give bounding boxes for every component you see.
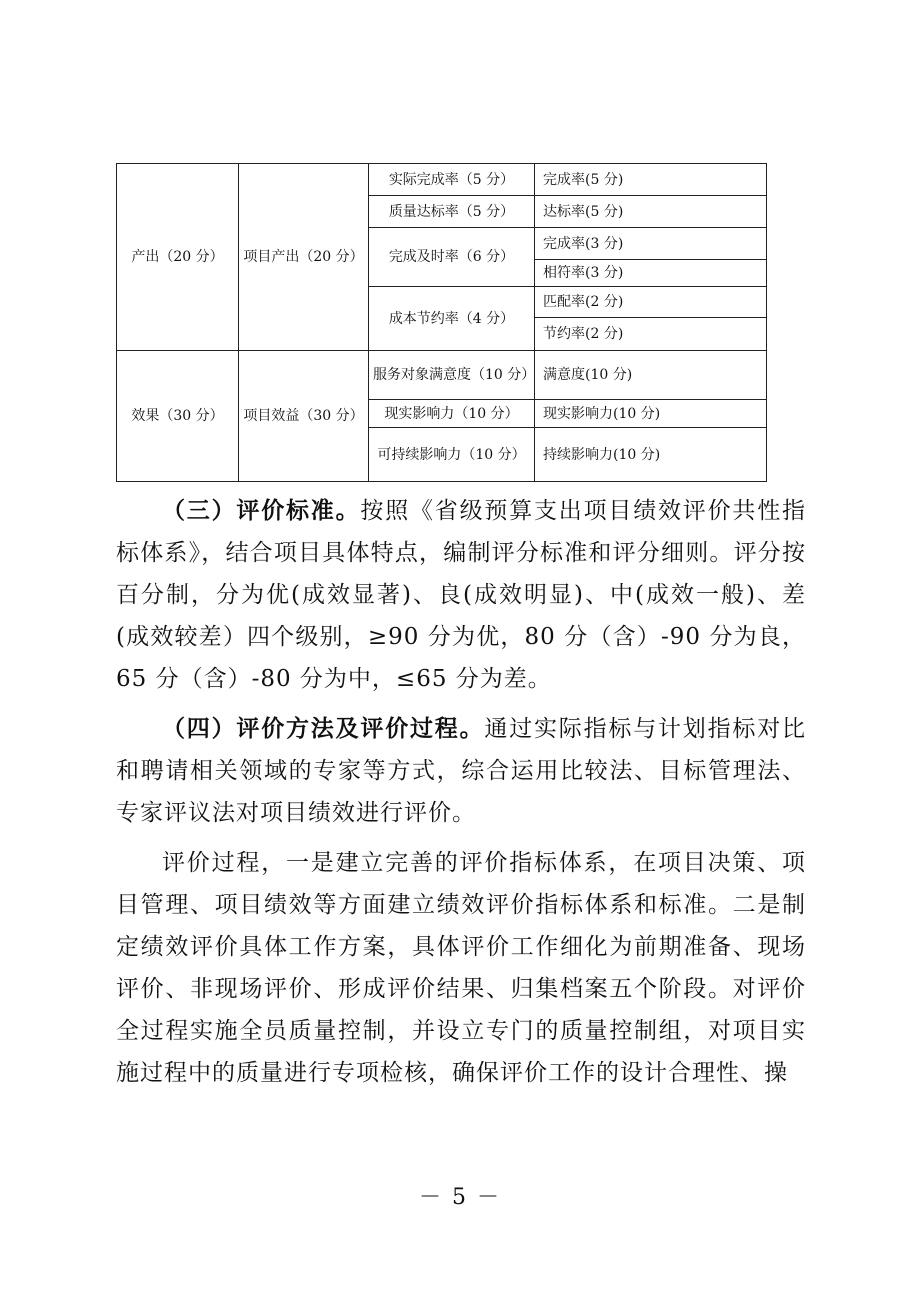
level4-cell: 达标率(5 分) <box>535 196 767 228</box>
level4-cell: 匹配率(2 分) <box>535 287 767 318</box>
level3-cell: 服务对象满意度（10 分） <box>369 351 535 400</box>
level4-cell: 完成率(3 分) <box>535 228 767 260</box>
table-row <box>117 351 767 400</box>
page-number: － 5 － <box>419 1185 501 1210</box>
level3-cell: 现实影响力（10 分） <box>369 400 535 428</box>
level4-cell: 节约率(2 分) <box>535 318 767 351</box>
level3-cell: 质量达标率（5 分） <box>369 196 535 228</box>
level4-cell: 满意度(10 分) <box>535 351 767 400</box>
level2-output-cell: 项目产出（20 分） <box>239 164 369 351</box>
level4-cell: 相符率(3 分) <box>535 260 767 287</box>
paragraph-heading: （三）评价标准。 <box>162 497 361 524</box>
paragraph-evaluation-standard <box>116 490 806 700</box>
paragraph-evaluation-method <box>116 708 806 834</box>
level3-cell: 完成及时率（6 分） <box>369 228 535 287</box>
paragraph-heading: （四）评价方法及评价过程。 <box>162 715 485 742</box>
level4-cell: 持续影响力(10 分) <box>535 428 767 482</box>
document-body <box>116 490 806 1102</box>
paragraph-text: 通过实际指标与计划指标对比和聘请相关领域的专家等方式，综合运用比较法、目标管理法、专家评议法对项目绩效进行评价。 <box>116 716 807 826</box>
level1-output-cell: 产出（20 分） <box>117 164 239 351</box>
level1-effect-cell: 效果（30 分） <box>117 351 239 482</box>
level3-cell: 可持续影响力（10 分） <box>369 428 535 482</box>
paragraph-text: 评价过程，一是建立完善的评价指标体系，在项目决策、项目管理、项目绩效等方面建立绩效评价指标体系和标准。二是制定绩效评价具体工作方案，具体评价工作细化为前期准备、现场评价、非现场评价、形成评价结果、归集档案五个阶段。对评价全过程实施全员质量控制，并设立专门的质量控制组，对项目实施过程中的质量进行专项检核，确保评价工作的设计合理性、操 <box>116 850 806 1086</box>
indicator-table <box>116 163 767 482</box>
level3-cell: 实际完成率（5 分） <box>369 164 535 196</box>
level3-cell: 成本节约率（4 分） <box>369 287 535 351</box>
paragraph-evaluation-process <box>116 842 806 1094</box>
paragraph-text: 按照《省级预算支出项目绩效评价共性指标体系》，结合项目具体特点，编制评分标准和评分细则。评分按百分制，分为优(成效显著)、良(成效明显)、中(成效一般)、差(成效较差）四个级别，≥90 分为优，80 分（含）-90 分为良，65 分（含）-80 分为中，≤65 分为差。 <box>116 498 807 692</box>
table-row <box>117 164 767 196</box>
level4-cell: 完成率(5 分) <box>535 164 767 196</box>
level4-cell: 现实影响力(10 分) <box>535 400 767 428</box>
indicator-table-wrapper <box>116 163 766 482</box>
level2-effect-cell: 项目效益（30 分） <box>239 351 369 482</box>
